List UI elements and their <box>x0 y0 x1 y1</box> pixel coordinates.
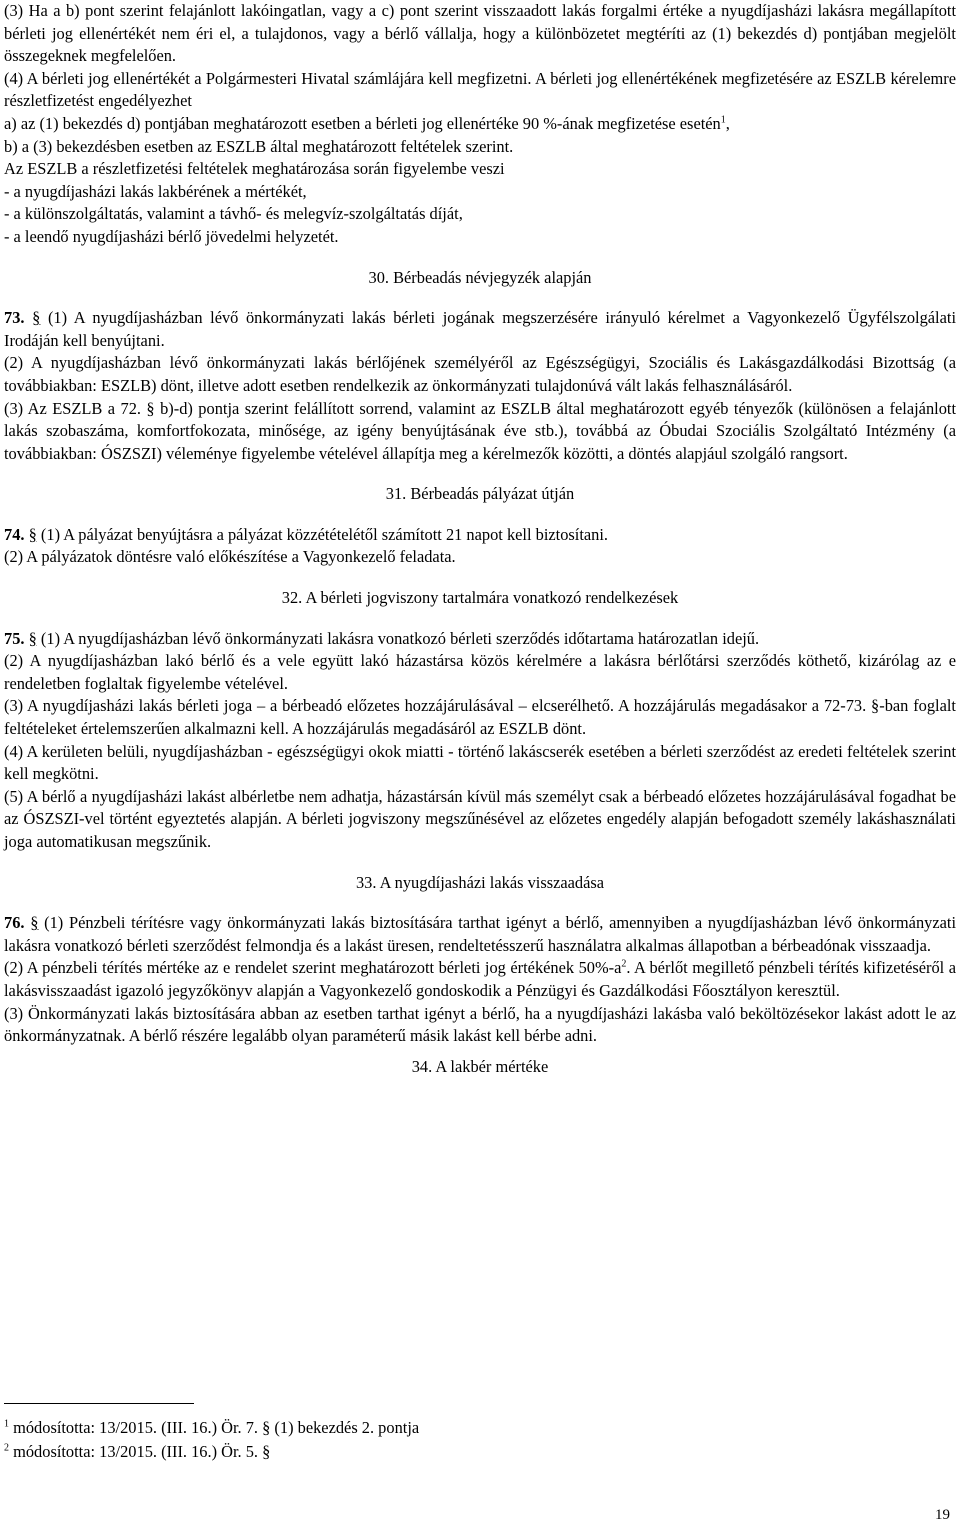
criteria-item: - a különszolgáltatás, valamint a távhő- és melegvíz-szolgáltatás díját, <box>4 204 463 224</box>
section-heading-33: 33. A nyugdíjasházi lakás visszaadása <box>355 872 605 892</box>
section-heading-31: 31. Bérbeadás pályázat útján <box>385 484 575 504</box>
section-76-p2 <box>4 957 956 1002</box>
section-76-p3: (3) Önkormányzati lakás biztosítására abban az esetben tarthat igényt a bérlő, ha a nyugdíjasházi lakásba való beköltözésekor lakást adott le az önkormányzatnak. A bérlő részére legalább olyan paraméterű másik lakást kell bérbe adni. <box>4 1003 956 1046</box>
section-75-p3: (3) A nyugdíjasházi lakás bérleti joga – a bérbeadó előzetes hozzájárulásával – elcserélhető. A hozzájárulás megadásakor a 72-73. §-ban foglalt feltételeket értelemszerűen alkalmazni kell. A hozzájárulás megadásáról az ESZLB dönt. <box>4 696 956 739</box>
section-text: (1) Pénzbeli térítésre vagy önkormányzati lakás biztosítására tarthat igényt a bérlő, amennyiben a nyugdíjasházban lévő önkormányzati lakásra vonatkozó bérleti szerződést felmondja és a lakást üresen, rendeltetésszerű használatra alkalmas állapotban a bérbeadónak visszaadja. <box>4 913 957 955</box>
section-sign: § <box>30 913 39 933</box>
section-text: (1) A pályázat benyújtásra a pályázat közzétételétől számított 21 napot kell biztosítani. <box>36 524 609 544</box>
section-73-p1 <box>4 307 956 352</box>
footnote-text: módosította: 13/2015. (III. 16.) Ör. 7. § (1) bekezdés 2. pontja <box>13 1418 420 1437</box>
section-sign: § <box>28 628 37 648</box>
item-a-text: a) az (1) bekezdés d) pontjában meghatározott esetben a bérleti jog ellenértéke 90 %-ának megfizetése esetén <box>4 113 721 133</box>
item-a-end: , <box>725 113 730 133</box>
footnote-number: 2 <box>4 1442 9 1454</box>
page-number: 19 <box>935 1507 950 1523</box>
footnote-ref-1: 1 <box>720 114 726 126</box>
section-74-p1 <box>4 524 956 547</box>
section-75-p1 <box>4 628 956 651</box>
section-sign: § <box>32 308 41 328</box>
item-a <box>4 113 956 136</box>
section-75-p5: (5) A bérlő a nyugdíjasházi lakást albérletbe nem adhatja, házastársán kívül más személyt csak a bérbeadó előzetes hozzájárulásával fogadhat be az ÓSZSZI-vel történt egyeztetés alapján. A bérleti jogviszony megszűnésével az előzetes engedély alapján befogadott személy lakáshasználati joga automatikusan megszűnik. <box>4 786 956 851</box>
footnotes <box>4 1417 704 1465</box>
footnote-number: 1 <box>4 1418 9 1430</box>
section-73-p2: (2) A nyugdíjasházban lévő önkormányzati lakás bérlőjének személyéről az Egészségügyi, Szociális és Lakásgazdálkodási Bizottság (a továbbiakban: ESZLB) dönt, illetve adott esetben rendelkezik az önkormányzati tulajdonúvá vált lakás felhasználásáról. <box>4 353 956 395</box>
section-heading-32: 32. A bérleti jogviszony tartalmára vonatkozó rendelkezések <box>281 588 679 608</box>
section-75-p2: (2) A nyugdíjasházban lakó bérlő és a vele együtt lakó házastársa közös kérelmére a lakásra bérlőtársi szerződés köthető, kizárólag az e rendeletben foglaltak figyelembe vételével. <box>4 651 956 693</box>
section-73-p3: (3) Az ESZLB a 72. § b)-d) pontja szerint felállított sorrend, valamint az ESZLB által meghatározott egyéb tényezők (különösen a felajánlott lakás szobaszáma, komfortfokozata, minősége, az igény benyújtásának éve stb.), továbbá az Óbudai Szociális Szolgáltató Intézmény (a továbbiakban: ÓSZSZI) véleménye figyelembe vételével állapítja meg a kérelmezők közötti, a döntés alapjául szolgáló rangsort. <box>4 398 956 463</box>
section-number: 76. <box>4 913 25 933</box>
section-number: 73. <box>4 308 25 328</box>
criteria-intro: Az ESZLB a részletfizetési feltételek meghatározása során figyelembe veszi <box>4 159 505 179</box>
section-text: (1) A nyugdíjasházban lévő önkormányzati lakás bérleti jogának megszerzésére irányuló kérelmet a Vagyonkezelő Ügyfélszolgálati Irodáján kell benyújtani. <box>4 308 956 350</box>
section-number: 74. <box>4 524 25 544</box>
section-text: . A bérlőt megillető pénzbeli térítés kifizetéséről a lakásvisszaadást igazoló jegyzőkönyv alapján a Vagyonkezelő gondoskodik a Pénzügyi és Gazdálkodási Főosztályon keresztül. <box>4 958 956 1000</box>
footnote-2 <box>4 1441 704 1463</box>
paragraph-4: (4) A bérleti jog ellenértékét a Polgármesteri Hivatal számlájára kell megfizetni. A bérleti jog ellenértékének megfizetésére az ESZLB kérelemre részletfizetést engedélyezhet <box>4 68 956 111</box>
criteria-item: - a leendő nyugdíjasházi bérlő jövedelmi helyzetét. <box>4 226 339 246</box>
section-text: (1) A nyugdíjasházban lévő önkormányzati lakásra vonatkozó bérleti szerződés időtartama határozatlan idejű. <box>36 628 760 648</box>
section-sign: § <box>28 524 37 544</box>
footnote-1 <box>4 1417 704 1439</box>
section-number: 75. <box>4 628 25 648</box>
document-page <box>4 0 956 1078</box>
section-76-p1 <box>4 912 956 957</box>
footnote-text: módosította: 13/2015. (III. 16.) Ör. 5. § <box>13 1442 271 1461</box>
footnote-ref-2: 2 <box>621 958 627 970</box>
section-74-p2: (2) A pályázatok döntésre való előkészítése a Vagyonkezelő feladata. <box>4 547 456 567</box>
section-text: (2) A pénzbeli térítés mértéke az e rendelet szerint meghatározott bérleti jog értékének 50%-a <box>4 958 622 978</box>
footnote-separator <box>4 1403 194 1404</box>
paragraph-3: (3) Ha a b) pont szerint felajánlott lakóingatlan, vagy a c) pont szerint visszaadott lakás forgalmi értéke a nyugdíjasházi lakásra megállapított bérleti jog ellenértékét nem éri el, a tulajdonos, vagy a bérlő vállalja, hogy a különbözetet megtéríti az (1) bekezdés d) pontjában megjelölt összegeknek megfelelően. <box>4 1 956 66</box>
section-heading-30: 30. Bérbeadás névjegyzék alapján <box>368 267 592 287</box>
criteria-item: - a nyugdíjasházi lakás lakbérének a mértékét, <box>4 181 307 201</box>
item-b: b) a (3) bekezdésben esetben az ESZLB által meghatározott feltételek szerint. <box>4 136 514 156</box>
section-75-p4: (4) A kerületen belüli, nyugdíjasházban - egészségügyi okok miatti - történő lakáscserék esetében a bérleti szerződést az eredeti feltételek szerint kell megkötni. <box>4 741 956 784</box>
section-heading-34: 34. A lakbér mértéke <box>411 1056 549 1076</box>
